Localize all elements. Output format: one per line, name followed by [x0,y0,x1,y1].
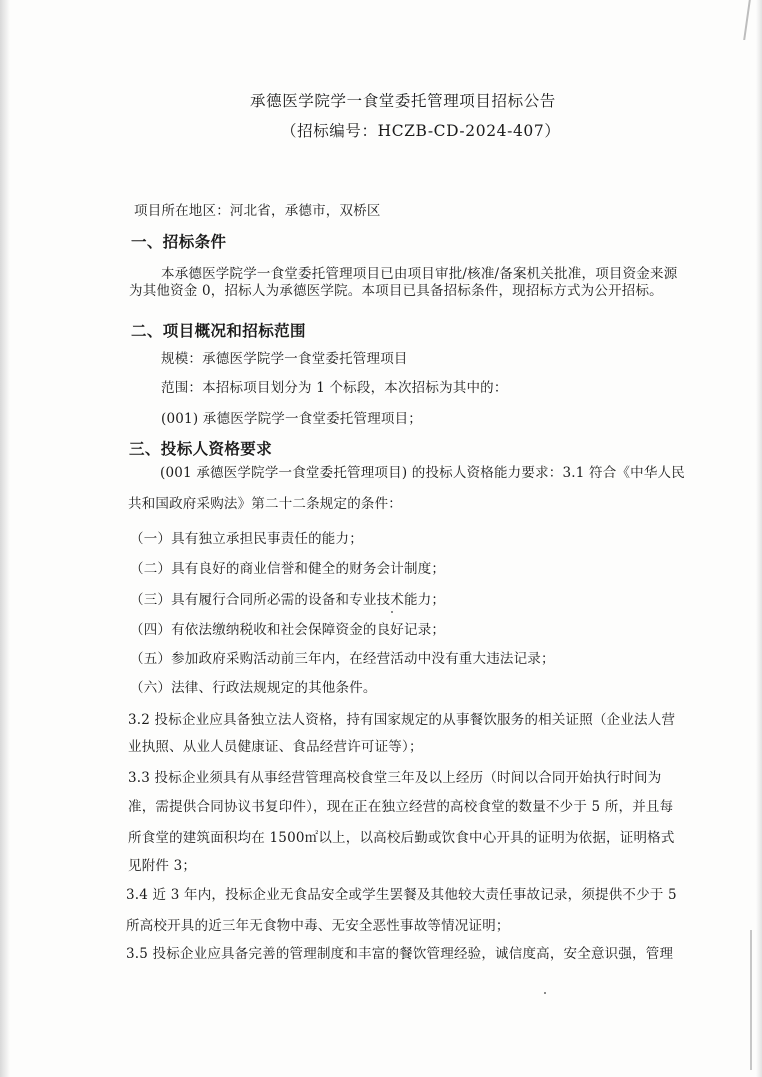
tender-code: （招标编号：HCZB-CD-2024-407） [281,122,561,140]
section-2-scope: 范围：本招标项目划分为 1 个标段，本次招标为其中的： [161,380,508,396]
document-title: 承德医学院学一食堂委托管理项目招标公告 [250,92,556,110]
section-1-line-1: 本承德医学院学一食堂委托管理项目已由项目审批/核准/备案机关批准，项目资金来源 [161,266,678,282]
section-2-lot: (001) 承德医学院学一食堂委托管理项目； [161,411,422,427]
requirement-3-2-line-2: 业执照、从业人员健康证、食品经营许可证等）； [128,739,423,755]
requirement-3-2-line-1: 3.2 投标企业应具备独立法人资格，持有国家规定的从事餐饮服务的相关证照（企业法人营 [128,712,676,728]
scan-shadow-right [756,0,762,1077]
section-3-heading: 三、投标人资格要求 [129,440,273,458]
scan-speck [391,611,393,613]
section-2-scale: 规模：承德医学院学一食堂委托管理项目 [161,351,408,367]
section-1-heading: 一、招标条件 [131,233,227,251]
requirement-3-3-line-2: 准，需提供合同协议书复印件），现在正在独立经营的高校食堂的数量不少于 5 所，并且每 [128,799,674,815]
scan-edge-mark-top [743,0,751,40]
condition-2: （二）具有良好的商业信誉和健全的财务会计制度； [130,561,446,577]
scan-speck [544,992,546,994]
requirement-3-3-line-4: 见附件 3； [128,858,197,874]
condition-4: （四）有依法缴纳税收和社会保障资金的良好记录； [130,622,446,638]
requirement-3-4-line-2: 所高校开具的近三年无食物中毒、无安全恶性事故等情况证明； [126,918,510,934]
requirement-3-5-line-1: 3.5 投标企业应具备完善的管理制度和丰富的餐饮管理经验，诚信度高，安全意识强，管理 [126,946,674,962]
condition-6: （六）法律、行政法规规定的其他条件。 [130,680,377,696]
requirement-3-4-line-1: 3.4 近 3 年内，投标企业无食品安全或学生罢餐及其他较大责任事故记录，须提供不少于 5 [126,887,677,903]
requirement-3-3-line-3: 所食堂的建筑面积均在 1500㎡以上，以高校后勤或饮食中心开具的证明为依据，证明格式 [128,830,675,846]
condition-3: （三）具有履行合同所必需的设备和专业技术能力； [130,592,446,608]
requirement-3-3-line-1: 3.3 投标企业须具有从事经营管理高校食堂三年及以上经历（时间以合同开始执行时间为 [128,770,662,786]
section-3-intro-1: (001 承德医学院学一食堂委托管理项目) 的投标人资格能力要求：3.1 符合《中华人民 [160,465,685,481]
scan-shadow-left [0,0,10,1077]
condition-1: （一）具有独立承担民事责任的能力； [130,531,363,547]
project-region: 项目所在地区：河北省，承德市，双桥区 [134,203,381,219]
section-2-heading: 二、项目概况和招标范围 [131,322,306,340]
condition-5: （五）参加政府采购活动前三年内，在经营活动中没有重大违法记录； [130,651,555,667]
scan-edge-mark-bottom [750,930,752,1070]
section-3-intro-2: 共和国政府采购法》第二十二条规定的条件： [128,496,402,512]
section-1-line-2: 为其他资金 0，招标人为承德医学院。本项目已具备招标条件，现招标方式为公开招标。 [129,283,663,299]
